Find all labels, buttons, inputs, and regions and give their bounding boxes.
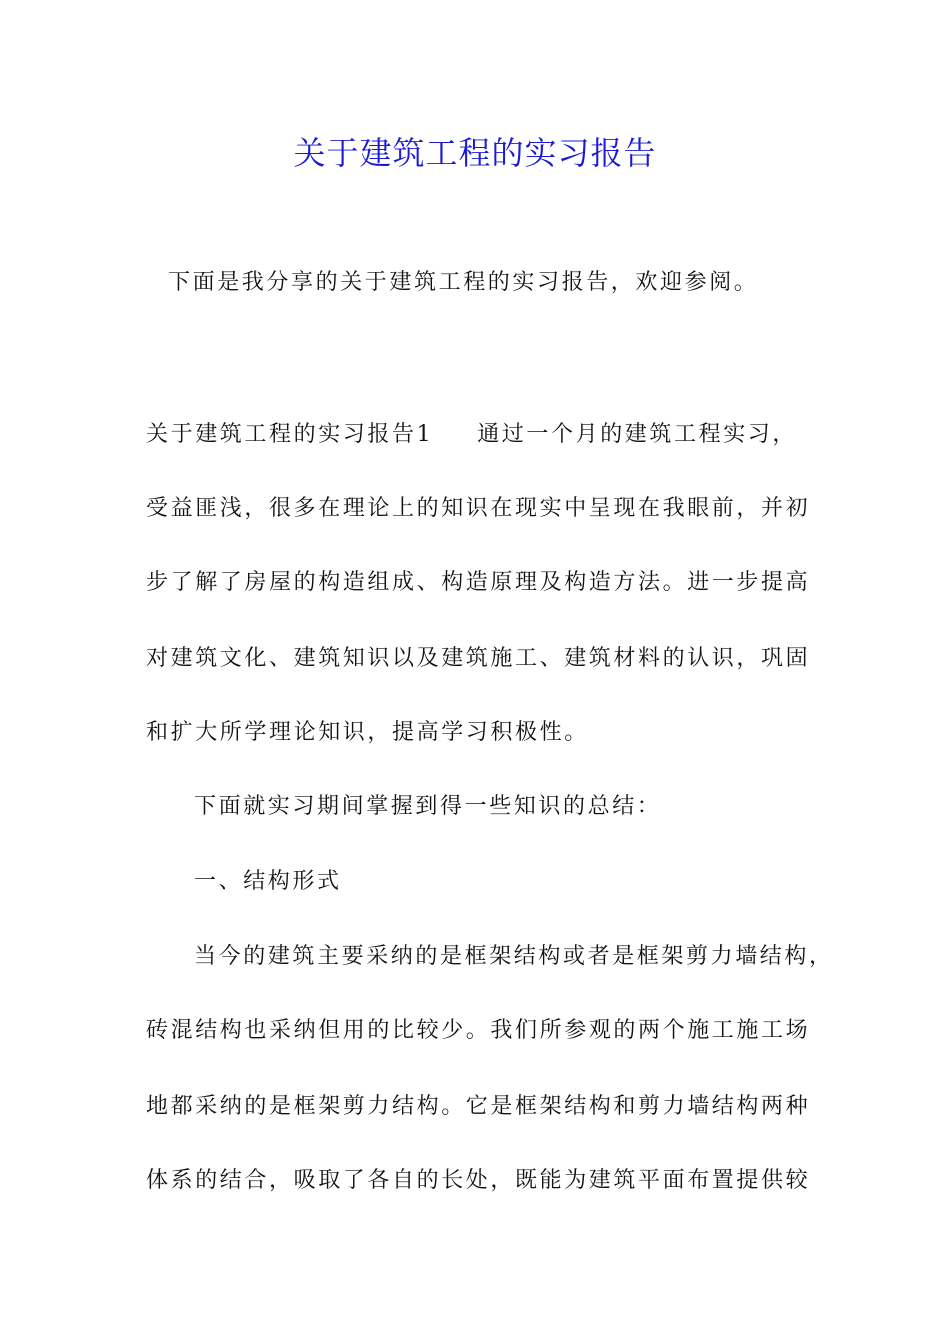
paragraph-2-line-1: 当今的建筑主要采纳的是框架结构或者是框架剪力墙结构， bbox=[194, 944, 834, 969]
intro-paragraph: 下面是我分享的关于建筑工程的实习报告，欢迎参阅。 bbox=[168, 270, 759, 295]
section-1-heading: 关于建筑工程的实习报告1 bbox=[146, 422, 434, 447]
paragraph-2-line-2: 砖混结构也采纳但用的比较少。我们所参观的两个施工施工场 bbox=[146, 1018, 811, 1043]
paragraph-2-line-3: 地都采纳的是框架剪力结构。它是框架结构和剪力墙结构两种 bbox=[146, 1094, 811, 1119]
section-1-line-5: 和扩大所学理论知识，提高学习积极性。 bbox=[146, 720, 589, 745]
section-1-line-4: 对建筑文化、建筑知识以及建筑施工、建筑材料的认识，巩固 bbox=[146, 646, 811, 671]
document-title: 关于建筑工程的实习报告 bbox=[293, 134, 657, 172]
section-1-line-1: 通过一个月的建筑工程实习， bbox=[477, 422, 798, 447]
paragraph-2-line-4: 体系的结合，吸取了各自的长处，既能为建筑平面布置提供较 bbox=[146, 1168, 811, 1193]
section-1-first-line bbox=[146, 420, 797, 450]
subheading-structure-form: 一、结构形式 bbox=[194, 869, 342, 894]
section-1-line-3: 步了解了房屋的构造组成、构造原理及构造方法。进一步提高 bbox=[146, 570, 811, 595]
section-1-line-2: 受益匪浅，很多在理论上的知识在现实中呈现在我眼前，并初 bbox=[146, 496, 811, 521]
summary-intro: 下面就实习期间掌握到得一些知识的总结： bbox=[194, 794, 662, 819]
